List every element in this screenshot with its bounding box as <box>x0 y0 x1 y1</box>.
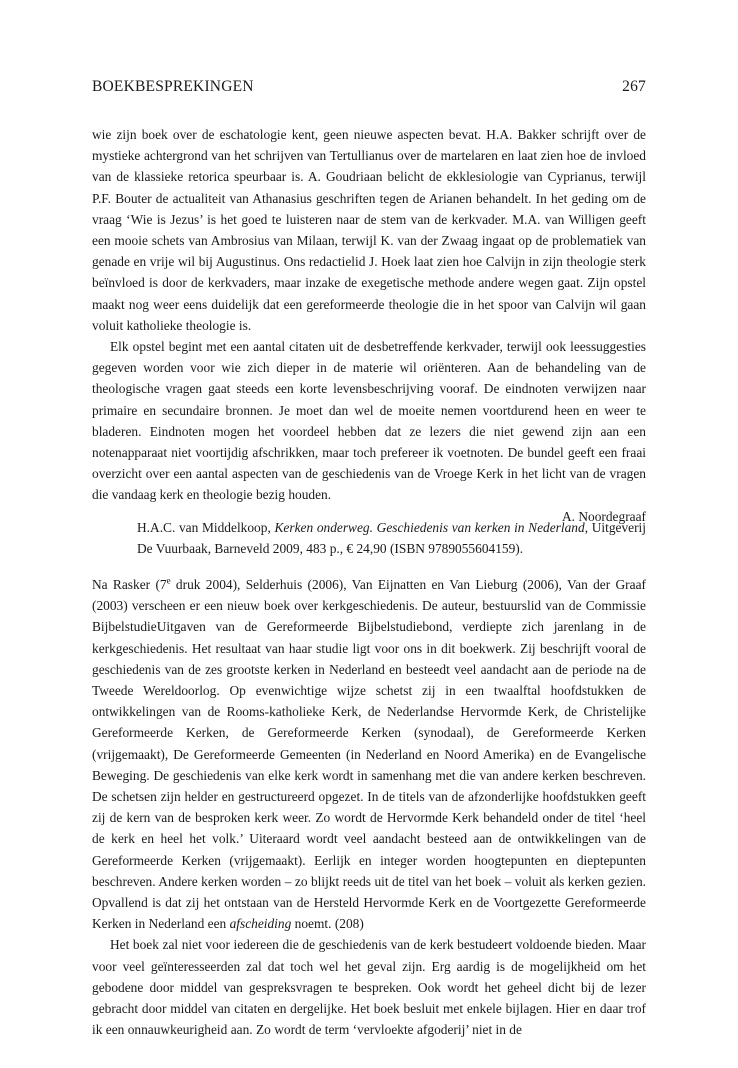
review-1-paragraph-1: wie zijn boek over de eschatologie kent, geen nieuwe aspecten bevat. H.A. Bakker schrijft over de mystieke achtergrond van het schrijven van Tertullianus over de martelaren en laat zien hoe de invloed van de klassieke retorica speurbaar is. A. Goudriaan belicht de ekklesiologie van Cyprianus, terwijl P.F. Bouter de actualiteit van Athanasius geschriften tegen de Arianen behandelt. In het geding om de vraag ‘Wie is Jezus’ is het goed te luisteren naar de stem van de kerkvader. M.A. van Willigen geeft een mooie schets van Ambrosius van Milaan, terwijl K. van der Zwaag ingaat op de problematiek van genade en vrije wil bij Augustinus. Ons redactielid J. Hoek laat zien hoe Calvijn in zijn theologie sterk beïnvloed is door de kerkvaders, maar inzake de exegetische methode andere wegen gaat. Zijn opstel maakt nog weer eens duidelijk dat een gereformeerde theologie die in het spoor van Calvijn wil gaan voluit katholieke theologie is. <box>92 127 646 333</box>
review-1-paragraph-2: Elk opstel begint met een aantal citaten uit de desbetreffende kerkvader, terwijl ook leessuggesties gegeven worden voor wie zich dieper in de materie wil oriënteren. Aan de behandeling van de theologische vragen gaat steeds een korte levensbeschrijving vooraf. De eindnoten verwijzen naar primaire en secundaire bronnen. Je moet dan wel de moeite nemen voortdurend heen en weer te bladeren. Eindnoten mogen het voordeel hebben dat ze lezers die niet gewend zijn aan een notenapparaat niet voortijdig afschrikken, maar toch prefereer ik voetnoten. De bundel geeft een fraai overzicht over een aantal aspecten van de geschiedenis van de Vroege Kerk in het licht van de vragen die vandaag kerk en theologie bezig houden. <box>92 339 646 503</box>
review-2-p1-end: noemt. (208) <box>291 916 364 932</box>
review-2-p1-middle: druk 2004), Selderhuis (2006), Van Eijnatten en Van Lieburg (2006), Van der Graaf (2003) verscheen er een nieuw boek over kerkgeschiedenis. De auteur, bestuurslid van de Commissie BijbelstudieUitgaven van de Gereformeerde Bijbelstudiebond, verdiepte zich jarenlang in de kerkgeschiedenis. Het resultaat van haar studie ligt voor ons in dit boekwerk. Zij beschrijft vooral de geschiedenis van de zes grootste kerken in Nederland en besteedt veel aandacht aan de periode na de Tweede Wereldoorlog. Op evenwichtige wijze schetst zij in een twaalftal hoofdstukken de ontwikkelingen van de Rooms-katholieke Kerk, de Nederlandse Hervormde Kerk, de Christelijke Gereformeerde Kerken, de Gereformeerde Kerken (synodaal), de Gereformeerde Kerken (vrijgemaakt), De Gereformeerde Gemeenten (in Nederland en Noord Amerika) en de Evangelische Beweging. De geschiedenis van elke kerk wordt in samenhang met die van andere kerken beschreven. De schetsen zijn helder en gestructureerd opgezet. In de titels van de afzonderlijke hoofdstukken geeft zij de kern van de besproken kerk weer. Zo wordt de Hervormde Kerk behandeld onder de titel ‘heel de kerk en heel het volk.’ Uiteraard wordt veel aandacht besteed aan de ontwikkelingen van de Gereformeerde Kerken (vrijgemaakt). Eerlijk en integer worden hoogtepunten en dieptepunten beschreven. Andere kerken worden – zo blijkt reeds uit de titel van het boek – voluit als kerken gezien. Opvallend is dat zij het ontstaan van de Hersteld Hervormde Kerk en de Voortgezette Gereformeerde Kerken in Nederland een <box>92 577 646 932</box>
review-2-paragraph-2: Het boek zal niet voor iedereen die de geschiedenis van de kerk bestudeert voldoende bieden. Maar voor veel geïnteresseerden zal dat toch wel het geval zijn. Erg aardig is de mogelijkheid om het gebodene door middel van gespreksvragen te bespreken. Ook wordt het geheel dicht bij de lezer gebracht door middel van citaten en dergelijke. Het boek besluit met enkele bijlagen. Hier en daar trof ik een onnauwkeurigheid aan. Zo wordt de term ‘vervloekte afgoderij’ niet in de <box>92 937 646 1038</box>
citation-book-title: Kerken onderweg. Geschiedenis van kerken in Nederland <box>274 520 585 535</box>
review-2-p1-start: Na Rasker (7 <box>92 577 167 592</box>
review-2-citation <box>137 517 646 559</box>
review-2-body <box>92 574 646 1040</box>
citation-details: , Uitgeverij De Vuurbaak, Barneveld 2009, 483 p., € 24,90 (ISBN 9789055604159). <box>137 520 646 557</box>
page-number: 267 <box>622 78 646 95</box>
review-2-paragraph-1 <box>92 574 646 934</box>
review-2-p1-italic-term: afscheiding <box>229 916 292 932</box>
edition-superscript: e <box>166 575 171 586</box>
section-title: BOEKBESPREKINGEN <box>92 78 254 95</box>
review-1-signature: A. Noordegraaf <box>561 508 646 524</box>
review-1-continuation <box>92 124 646 527</box>
citation-author: H.A.C. van Middelkoop, <box>137 520 271 535</box>
